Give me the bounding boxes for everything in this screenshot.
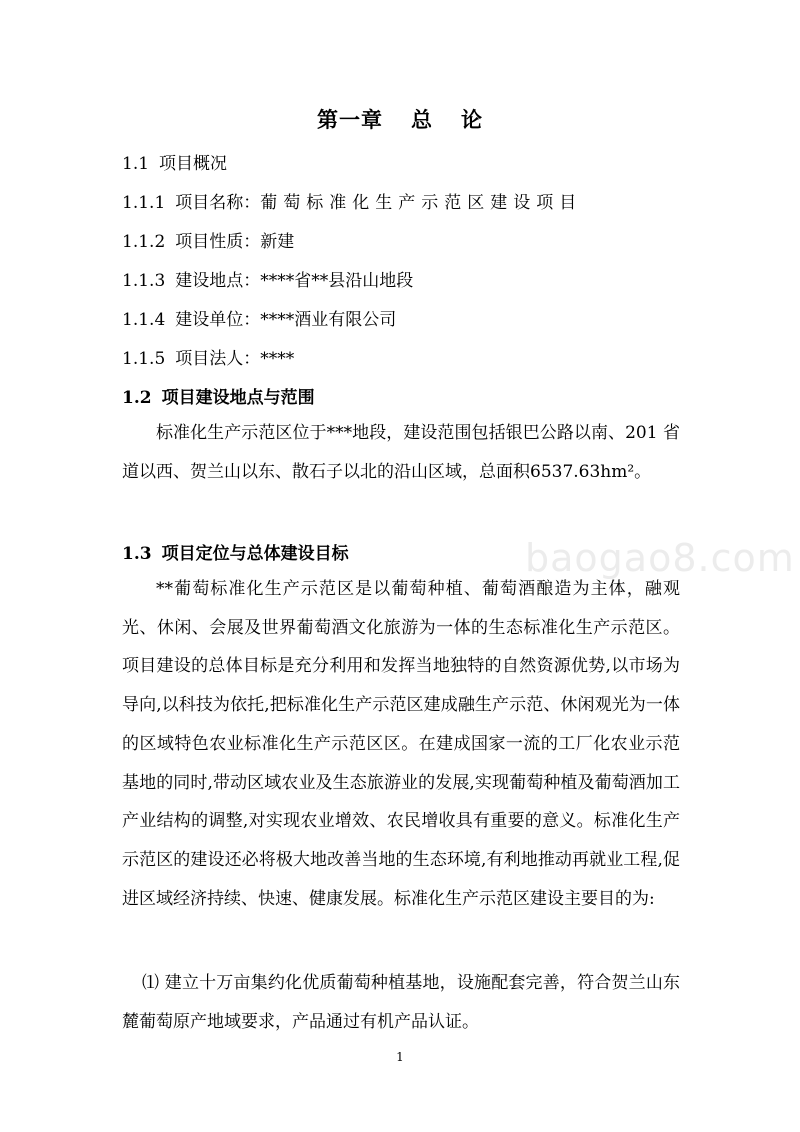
section-1-1-4 — [122, 305, 396, 330]
section-1-1-1 — [122, 188, 582, 213]
section-number: 1.1.2 — [122, 232, 166, 252]
field-value: ****酒业有限公司 — [260, 310, 397, 330]
field-value: ****省**县沿山地段 — [260, 271, 414, 291]
field-label: 项目法人： — [175, 349, 261, 369]
field-label: 建设地点： — [175, 271, 261, 291]
section-1-1-5 — [122, 344, 294, 369]
section-number: 1.1.5 — [122, 349, 166, 369]
section-1-1-3 — [122, 266, 413, 291]
watermark: baogao8.com — [525, 536, 795, 580]
section-number: 1.1.1 — [122, 193, 166, 213]
field-label: 建设单位： — [175, 310, 261, 330]
section-1-1-2 — [122, 227, 294, 252]
chapter-title — [0, 104, 800, 134]
section-1-3-heading — [122, 539, 349, 564]
section-1-1-heading — [122, 149, 227, 174]
section-1-2-heading — [122, 383, 315, 408]
list-item-1: ⑴ 建立十万亩集约化优质葡萄种植基地，设施配套完善，符合贺兰山东麓葡萄原产地域要求，产品通过有机产品认证。 — [122, 973, 680, 1032]
section-number: 1.2 — [122, 388, 152, 408]
section-number: 1.1.3 — [122, 271, 166, 291]
section-title: 项目定位与总体建设目标 — [161, 544, 349, 564]
page-number: 1 — [396, 1050, 404, 1064]
chapter-title-part3: 论 — [461, 107, 483, 132]
field-value: 新建 — [260, 232, 295, 252]
section-1-2-paragraph: 标准化生产示范区位于***地段，建设范围包括银巴公路以南、201 省道以西、贺兰山以东、散石子以北的沿山区域，总面积6537.63hm²。 — [122, 423, 680, 482]
section-1-3-paragraph: **葡萄标准化生产示范区是以葡萄种植、葡萄酒酿造为主体，融观光、休闲、会展及世界葡萄酒文化旅游为一体的生态标准化生产示范区。项目建设的总体目标是充分利用和发挥当地独特的自然资源优势,以市场为导向,以科技为依托,把标准化生产示范区建成融生产示范、休闲观光为一体的区域特色农业标准化生产示范区区。在建成国家一流的工厂化农业示范基地的同时,带动区域农业及生态旅游业的发展,实现葡萄种植及葡萄酒加工产业结构的调整,对实现农业增效、农民增收具有重要的意义。标准化生产示范区的建设还必将极大地改善当地的生态环境,有利地推动再就业工程,促进区域经济持续、快速、健康发展。标准化生产示范区建设主要目的为: — [122, 579, 680, 909]
field-value: **** — [260, 349, 295, 369]
field-value: 葡萄标准化生产示范区建设项目 — [260, 193, 583, 213]
chapter-title-part1: 第一章 — [317, 107, 383, 132]
section-number: 1.1.4 — [122, 310, 166, 330]
section-number: 1.1 — [122, 154, 150, 174]
section-title: 项目建设地点与范围 — [161, 388, 315, 408]
section-title: 项目概况 — [159, 154, 228, 174]
section-number: 1.3 — [122, 544, 152, 564]
field-label: 项目名称： — [175, 193, 261, 213]
chapter-title-part2: 总 — [411, 107, 433, 132]
field-label: 项目性质： — [175, 232, 261, 252]
